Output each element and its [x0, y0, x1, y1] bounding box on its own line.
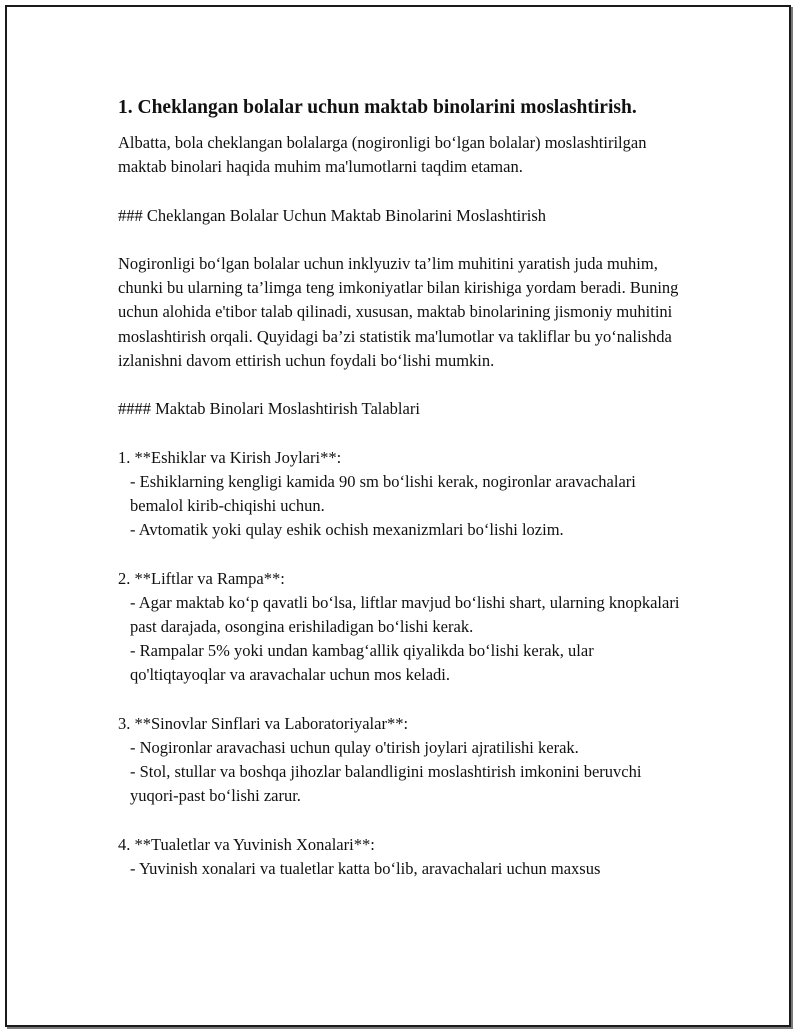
document-body — [118, 96, 693, 881]
requirement-title: 2. **Liftlar va Rampa**: — [118, 568, 285, 588]
requirement-title: 4. **Tualetlar va Yuvinish Xonalari**: — [118, 834, 375, 854]
requirement-detail: - Eshiklarning kengligi kamida 90 sm bo‘lishi kerak, nogironlar aravachalari bemalol kirib-chiqishi uchun. — [130, 471, 636, 515]
spacer — [118, 688, 693, 712]
requirement-item-2 — [118, 567, 693, 688]
body-paragraph: Nogironligi bo‘lgan bolalar uchun inklyuziv ta’lim muhitini yaratish juda muhim, chunki bu ularning ta’limga teng imkoniyatlar bilan kirishiga yordam beradi. Buning uchun alohida e'tibor talab qilinadi, xususan, maktab binolarining jismoniy muhitini moslashtirish orqali. Quyidagi ba’zi statistik ma'lumotlar va takliflar bu yo‘nalishda izlanishni davom ettirish uchun foydali bo‘lishi mumkin. — [118, 253, 679, 370]
requirement-detail: - Nogironlar aravachasi uchun qulay o'tirish joylari ajratilishi kerak. — [130, 737, 579, 757]
spacer — [118, 228, 693, 252]
requirement-item-1 — [118, 446, 693, 543]
spacer — [118, 542, 693, 566]
requirement-detail: - Avtomatik yoki qulay eshik ochish mexanizmlari bo‘lishi lozim. — [130, 520, 564, 540]
intro-paragraph: Albatta, bola cheklangan bolalarga (nogironligi bo‘lgan bolalar) moslashtirilgan maktab binolari haqida muhim ma'lumotlarni taqdim etaman. — [118, 133, 647, 177]
spacer — [118, 809, 693, 833]
requirement-detail: - Yuvinish xonalari va tualetlar katta bo‘lib, aravachalari uchun maxsus — [130, 858, 601, 878]
spacer — [118, 421, 693, 445]
requirement-item-3 — [118, 712, 693, 809]
requirement-item-4 — [118, 833, 693, 881]
spacer — [118, 373, 693, 397]
spacer — [118, 179, 693, 203]
requirement-title: 1. **Eshiklar va Kirish Joylari**: — [118, 447, 342, 467]
section-heading-h3: ### Cheklangan Bolalar Uchun Maktab Binolarini Moslashtirish — [118, 205, 547, 225]
requirement-title: 3. **Sinovlar Sinflari va Laboratoriyalar**: — [118, 713, 409, 733]
requirement-detail: - Rampalar 5% yoki undan kambag‘allik qiyalikda bo‘lishi kerak, ular qo'ltiqtayoqlar va aravachalar uchun mos keladi. — [130, 641, 594, 685]
section-heading-h4: #### Maktab Binolari Moslashtirish Talablari — [118, 399, 420, 419]
requirement-detail: - Agar maktab ko‘p qavatli bo‘lsa, liftlar mavjud bo‘lishi shart, ularning knopkalari past darajada, osongina erishiladigan bo‘lishi kerak. — [130, 592, 680, 636]
document-heading: 1. Cheklangan bolalar uchun maktab binolarini moslashtirish. — [118, 97, 637, 118]
requirement-detail: - Stol, stullar va boshqa jihozlar balandligini moslashtirish imkonini beruvchi yuqori-past bo‘lishi zarur. — [130, 762, 642, 806]
